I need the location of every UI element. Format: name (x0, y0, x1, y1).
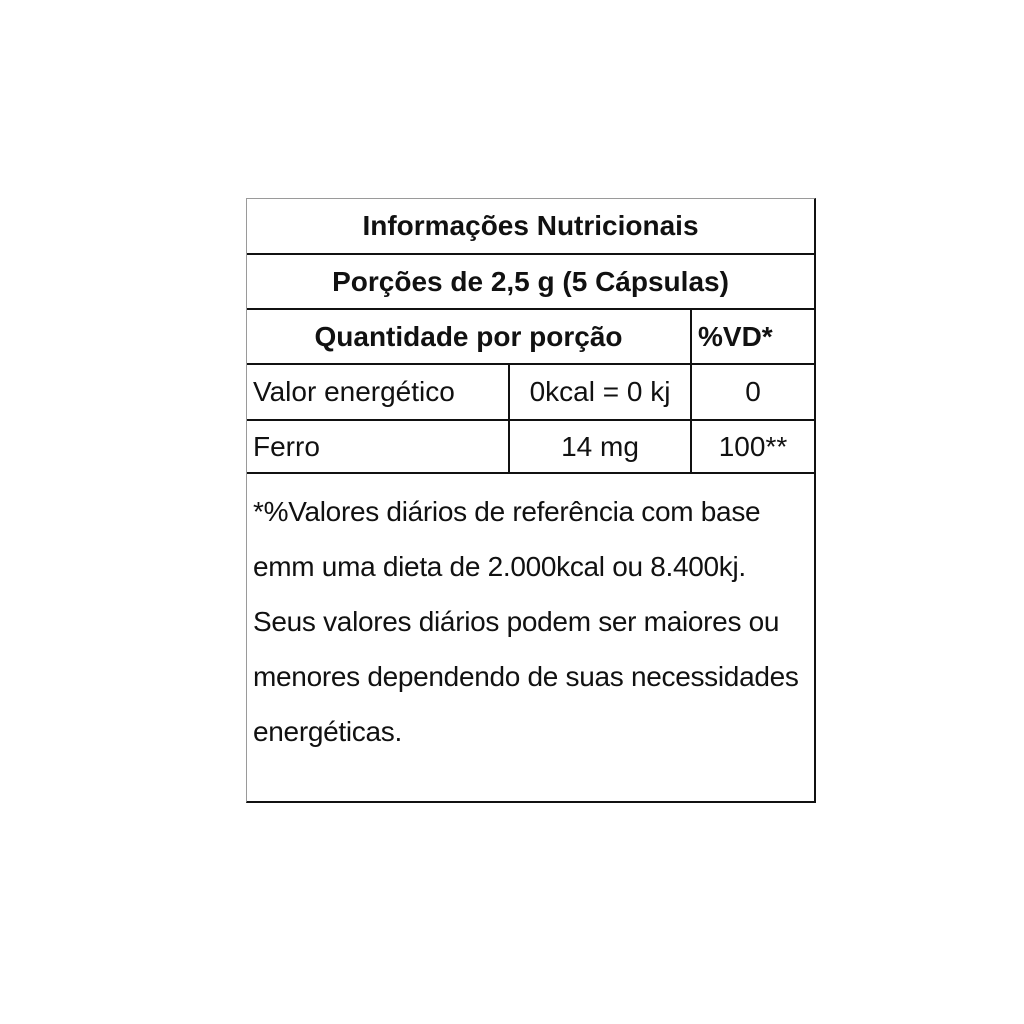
table-title-row (247, 199, 814, 255)
nutrient-name: Valor energético (247, 365, 510, 419)
daily-value-header: %VD* (698, 320, 773, 352)
nutrient-name: Ferro (247, 421, 510, 472)
table-row (247, 365, 814, 421)
quantity-header: Quantidade por porção (247, 310, 692, 363)
nutrient-amount: 14 mg (510, 421, 692, 472)
nutrient-amount: 0kcal = 0 kj (510, 365, 692, 419)
nutrient-daily-value: 100** (718, 430, 788, 462)
column-header-row (247, 310, 814, 365)
nutrition-facts-table (246, 198, 816, 803)
table-row (247, 421, 814, 474)
footnote: *%Valores diários de referência com base emm uma dieta de 2.000kcal ou 8.400kj. Seus valores diários podem ser maiores ou menores dependendo de suas necessidades energéticas. (253, 496, 799, 747)
nutrient-daily-value: 0 (745, 376, 761, 407)
serving-size: Porções de 2,5 g (5 Cápsulas) (332, 265, 729, 297)
table-title: Informações Nutricionais (362, 210, 699, 241)
serving-size-row (247, 255, 814, 310)
